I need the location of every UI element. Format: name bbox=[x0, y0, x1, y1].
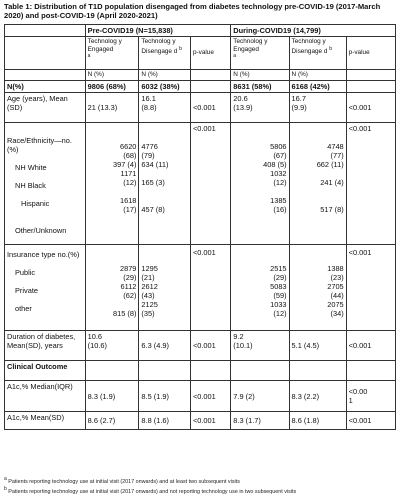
value-part: (29) bbox=[123, 273, 137, 282]
col-during-engaged-label: Technolog y Engaged bbox=[233, 38, 268, 53]
spacer bbox=[7, 277, 83, 286]
pvalue-cell: <0.001 bbox=[348, 248, 372, 257]
value-part: 408 (5) bbox=[263, 160, 287, 169]
footnote-b-marker: b bbox=[4, 485, 7, 492]
empty-cell bbox=[289, 361, 346, 381]
value-part: 1618 bbox=[119, 196, 137, 205]
value-cell bbox=[231, 93, 289, 123]
row-label: Age (years), Mean (SD) bbox=[5, 93, 86, 123]
value-part: 1388 bbox=[327, 264, 344, 273]
value-part: 2879 bbox=[119, 264, 137, 273]
insurance-during-disengaged-cell bbox=[289, 245, 346, 331]
value-cell bbox=[139, 93, 191, 123]
spacer bbox=[141, 169, 188, 178]
race-during-pvalue-cell bbox=[346, 123, 395, 245]
row-label: Public bbox=[15, 268, 36, 277]
value-cell bbox=[85, 331, 139, 361]
empty-cell bbox=[231, 361, 289, 381]
value-part: 2515 bbox=[270, 264, 287, 273]
value-part: 815 (8) bbox=[113, 309, 137, 318]
empty-cell bbox=[190, 81, 230, 93]
empty-cell bbox=[346, 361, 395, 381]
row-label: Private bbox=[15, 286, 39, 295]
value-part: (34) bbox=[330, 309, 344, 318]
race-block-row bbox=[5, 123, 396, 245]
spacer bbox=[7, 190, 83, 199]
spacer bbox=[233, 124, 286, 142]
value-cell: 8.8 (1.6) bbox=[139, 412, 191, 430]
row-label: Race/Ethnicity—no.(%) bbox=[7, 136, 72, 154]
value-part: 517 (8) bbox=[320, 205, 344, 214]
value-cell bbox=[289, 93, 346, 123]
value-part: (10.6) bbox=[87, 341, 107, 350]
value-part: 4776 bbox=[141, 142, 158, 151]
spacer bbox=[141, 187, 188, 205]
pvalue-cell: <0.001 bbox=[190, 381, 230, 412]
value-part: 1033 bbox=[270, 300, 287, 309]
race-label-cell bbox=[5, 123, 86, 245]
table-title: Table 1: Distribution of T1D population disengaged from diabetes technology pre-COVID-19 (2017-March 2020) and post-COVID-19 (April 2020-2021) bbox=[4, 2, 381, 21]
spacer bbox=[141, 124, 188, 142]
pvalue-cell: <0.001 bbox=[190, 412, 230, 430]
value-part: 2125 bbox=[141, 300, 158, 309]
value-cell: 8.6 (2.7) bbox=[85, 412, 139, 430]
group-pre-header: Pre-COVID19 (N=15,838) bbox=[85, 25, 231, 37]
value-part: 16.1 bbox=[141, 94, 156, 103]
value-part: (23) bbox=[330, 273, 344, 282]
empty-cell bbox=[85, 361, 139, 381]
value-part: (12) bbox=[123, 178, 137, 187]
pvalue-cell: <0.001 bbox=[190, 93, 230, 123]
value-part: (13.9) bbox=[233, 103, 253, 112]
table-row bbox=[5, 81, 396, 93]
col-during-pvalue: p-value bbox=[346, 37, 395, 70]
value-part: 397 (4) bbox=[113, 160, 137, 169]
spacer bbox=[7, 172, 83, 181]
row-label: A1c,% Median(IQR) bbox=[5, 381, 86, 412]
pvalue-cell: <0.001 bbox=[346, 412, 395, 430]
value-part: (77) bbox=[330, 151, 344, 160]
insurance-pre-disengaged-cell bbox=[139, 245, 191, 331]
spacer bbox=[292, 124, 344, 142]
npct-subheader: N (%) bbox=[85, 70, 139, 81]
footnote-a-text: Patients reporting technology use at initial visit (2017 onwards) and at least two subsequent visits bbox=[8, 478, 240, 485]
spacer bbox=[292, 187, 344, 205]
race-pre-pvalue-cell bbox=[190, 123, 230, 245]
row-label: A1c,% Mean(SD) bbox=[5, 412, 86, 430]
spacer bbox=[88, 300, 137, 309]
value-part: (17) bbox=[123, 205, 137, 214]
insurance-during-engaged-cell bbox=[231, 245, 289, 331]
footnote-a bbox=[4, 476, 398, 486]
value-part: <0.00 bbox=[348, 387, 368, 396]
col-during-disengaged-label: Technolog y Disengage d bbox=[291, 38, 328, 55]
spacer bbox=[141, 246, 188, 264]
value-part: 6620 bbox=[119, 142, 137, 151]
npct-subheader: N (%) bbox=[231, 70, 289, 81]
group-during-header: During-COVID19 (14,799) bbox=[231, 25, 396, 37]
value-part: (29) bbox=[273, 273, 287, 282]
data-table bbox=[4, 24, 396, 430]
value-cell: 8.6 (1.8) bbox=[289, 412, 346, 430]
insurance-pre-engaged-cell bbox=[85, 245, 139, 331]
table-row bbox=[5, 93, 396, 123]
npct-subheader: N (%) bbox=[139, 70, 191, 81]
footnote-b-text: Patients reporting technology use at initial visit (2017 onwards) and not reporting technology use in two subsequent visits bbox=[8, 488, 297, 495]
row-label: NH White bbox=[15, 163, 47, 172]
value-cell: 5.1 (4.5) bbox=[289, 331, 346, 361]
value-part: (10.1) bbox=[233, 341, 253, 350]
value-part: (16) bbox=[273, 205, 287, 214]
value-part: (35) bbox=[141, 309, 155, 318]
table-row bbox=[5, 331, 396, 361]
insurance-pre-pvalue-cell bbox=[190, 245, 230, 331]
value-part: 457 (8) bbox=[141, 205, 165, 214]
group-header-row bbox=[5, 25, 396, 37]
value-part: 16.7 bbox=[291, 94, 306, 103]
value-part: (67) bbox=[273, 151, 287, 160]
corner-cell-2 bbox=[5, 37, 86, 70]
value-part: (59) bbox=[273, 291, 287, 300]
value-cell: 8.5 (1.9) bbox=[139, 381, 191, 412]
value-cell: 8.3 (2.2) bbox=[289, 381, 346, 412]
value-part: (12) bbox=[273, 309, 287, 318]
value-cell: 7.9 (2) bbox=[231, 381, 289, 412]
value-part: 6112 bbox=[120, 282, 137, 291]
value-cell: 6.3 (4.9) bbox=[139, 331, 191, 361]
value-part: 1295 bbox=[141, 264, 158, 273]
spacer bbox=[233, 246, 286, 264]
value-cell bbox=[231, 331, 289, 361]
pvalue-cell bbox=[346, 381, 395, 412]
value-part: 165 (3) bbox=[141, 178, 165, 187]
row-label: Duration of diabetes, Mean(SD), years bbox=[5, 331, 86, 361]
value-part: 4748 bbox=[327, 142, 344, 151]
spacer bbox=[88, 187, 137, 196]
value-part: (21) bbox=[141, 273, 155, 282]
col-pre-pvalue: p-value bbox=[190, 37, 230, 70]
pvalue-cell: <0.001 bbox=[192, 248, 216, 257]
race-during-disengaged-cell bbox=[289, 123, 346, 245]
insurance-label-cell bbox=[5, 245, 86, 331]
value-part: (62) bbox=[123, 291, 137, 300]
value-part: 9.2 bbox=[233, 332, 244, 341]
col-pre-engaged-label: Technolog y Engaged bbox=[87, 38, 122, 53]
col-during-engaged bbox=[231, 37, 289, 70]
row-label: Other/Unknown bbox=[15, 226, 67, 235]
value-part: 1 bbox=[348, 396, 353, 405]
row-label: NH Black bbox=[15, 181, 46, 190]
empty-cell bbox=[5, 70, 86, 81]
value-part: 634 (11) bbox=[141, 160, 169, 169]
spacer bbox=[292, 246, 344, 264]
value-part: 1032 bbox=[270, 169, 287, 178]
empty-cell bbox=[139, 361, 191, 381]
value-part: (8.8) bbox=[141, 103, 157, 112]
value-cell: 21 (13.3) bbox=[85, 93, 139, 123]
value-part: (68) bbox=[123, 151, 137, 160]
table-row bbox=[5, 381, 396, 412]
row-label: Insurance type no.(%) bbox=[7, 250, 80, 259]
row-label: Clinical Outcome bbox=[5, 361, 86, 381]
table-row bbox=[5, 361, 396, 381]
pvalue-cell: <0.001 bbox=[192, 124, 216, 133]
spacer bbox=[88, 124, 137, 142]
npct-subheader-row bbox=[5, 70, 396, 81]
table-row bbox=[5, 412, 396, 430]
insurance-block-row bbox=[5, 245, 396, 331]
value-cell: 6032 (38%) bbox=[139, 81, 191, 93]
value-part: 241 (4) bbox=[320, 178, 344, 187]
value-part: (43) bbox=[141, 291, 155, 300]
value-part: 2075 bbox=[327, 300, 344, 309]
value-part: 1171 bbox=[120, 169, 137, 178]
empty-cell bbox=[190, 361, 230, 381]
race-during-engaged-cell bbox=[231, 123, 289, 245]
row-label: N(%) bbox=[5, 81, 86, 93]
empty-cell bbox=[190, 70, 230, 81]
spacer bbox=[7, 295, 83, 304]
value-part: (79) bbox=[141, 151, 155, 160]
col-pre-disengaged-label: Technolog y Disengage d bbox=[141, 38, 178, 55]
col-pre-disengaged bbox=[139, 37, 191, 70]
value-cell: 8.3 (1.7) bbox=[231, 412, 289, 430]
value-part: (44) bbox=[330, 291, 344, 300]
spacer bbox=[233, 187, 286, 196]
value-part: 5806 bbox=[270, 142, 287, 151]
spacer bbox=[7, 259, 83, 268]
row-label: Hispanic bbox=[21, 199, 50, 208]
value-part: 5083 bbox=[270, 282, 287, 291]
empty-cell bbox=[346, 81, 395, 93]
value-part: 20.6 bbox=[233, 94, 248, 103]
footnote-b-marker: b bbox=[179, 45, 182, 52]
footnote-a-marker: a bbox=[233, 53, 237, 60]
spacer bbox=[292, 169, 344, 178]
spacer bbox=[88, 246, 137, 264]
footnote-a-marker: a bbox=[4, 476, 7, 482]
value-part: 10.6 bbox=[87, 332, 103, 341]
value-part: 662 (11) bbox=[316, 160, 344, 169]
footnote-b bbox=[4, 486, 398, 496]
value-part: 2705 bbox=[327, 282, 344, 291]
footnote-a-marker: a bbox=[87, 53, 91, 60]
value-part: 1385 bbox=[270, 196, 287, 205]
race-pre-engaged-cell bbox=[85, 123, 139, 245]
value-cell: 6168 (42%) bbox=[289, 81, 346, 93]
race-pre-disengaged-cell bbox=[139, 123, 191, 245]
empty-cell bbox=[346, 70, 395, 81]
corner-cell bbox=[5, 25, 86, 37]
footnote-b-marker: b bbox=[329, 45, 332, 52]
insurance-during-pvalue-cell bbox=[346, 245, 395, 331]
pvalue-cell: <0.001 bbox=[190, 331, 230, 361]
pvalue-cell: <0.001 bbox=[346, 331, 395, 361]
column-header-row bbox=[5, 37, 396, 70]
value-cell: 9806 (68%) bbox=[85, 81, 139, 93]
row-label: other bbox=[15, 304, 32, 313]
spacer bbox=[7, 154, 83, 163]
npct-subheader: N (%) bbox=[289, 70, 346, 81]
value-part: 2612 bbox=[141, 282, 158, 291]
value-cell: 8631 (58%) bbox=[231, 81, 289, 93]
value-part: (12) bbox=[273, 178, 287, 187]
col-pre-engaged bbox=[85, 37, 139, 70]
value-cell: 8.3 (1.9) bbox=[85, 381, 139, 412]
footnotes bbox=[4, 476, 398, 496]
pvalue-cell: <0.001 bbox=[346, 93, 395, 123]
col-during-disengaged bbox=[289, 37, 346, 70]
value-part: (9.9) bbox=[291, 103, 307, 112]
pvalue-cell: <0.001 bbox=[348, 124, 372, 133]
spacer bbox=[7, 208, 83, 226]
